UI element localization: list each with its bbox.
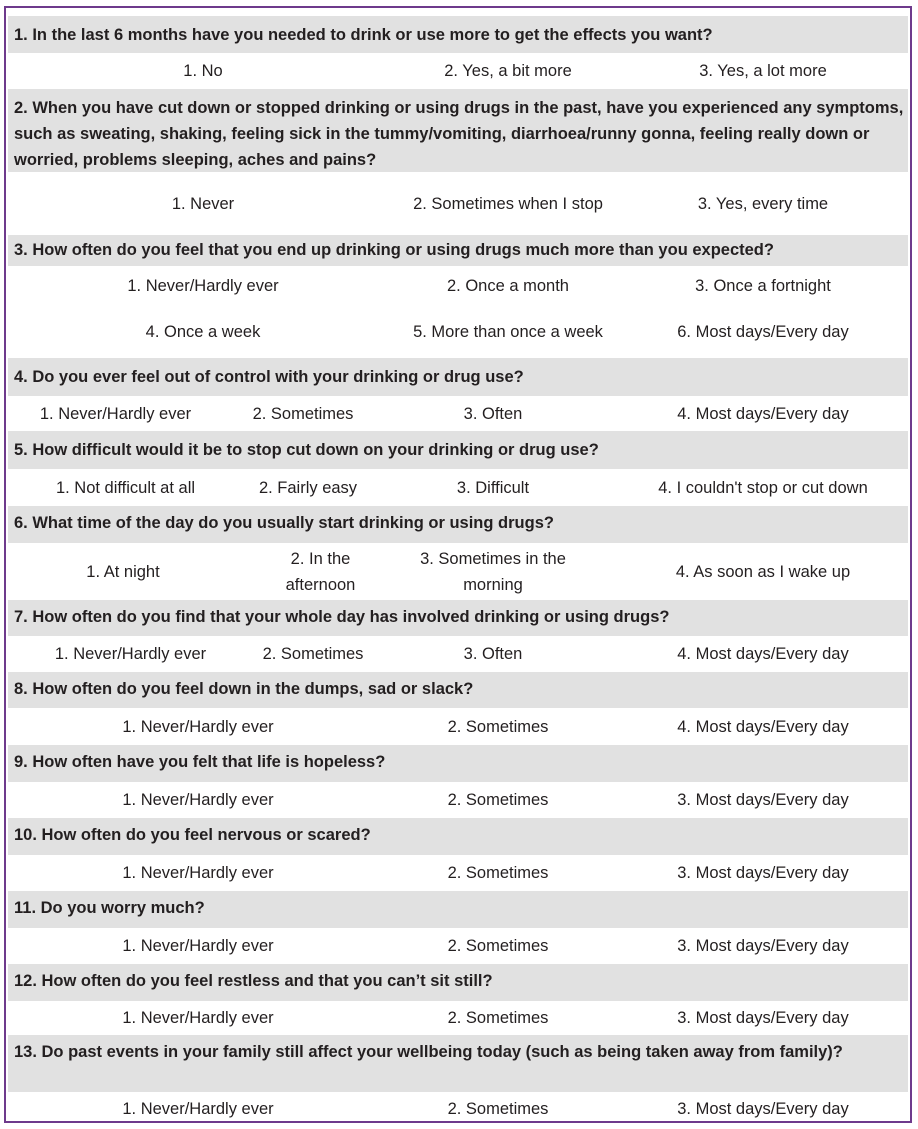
option[interactable]: 3. Most days/Every day — [677, 937, 849, 955]
questionnaire-table — [4, 6, 912, 1123]
options-row — [8, 855, 908, 891]
option[interactable]: 2. Sometimes — [447, 864, 549, 882]
question-8: 8. How often do you feel down in the dumps, sad or slack? — [8, 672, 908, 708]
options-row — [8, 306, 908, 358]
option[interactable]: 3. Often — [463, 404, 523, 423]
question-13: 13. Do past events in your family still affect your wellbeing today (such as being taken away from family)? — [8, 1035, 908, 1092]
option[interactable]: 2. Sometimes — [252, 404, 354, 423]
option[interactable]: 2. Fairly easy — [258, 478, 358, 497]
option[interactable]: 1. Never/Hardly ever — [122, 937, 274, 955]
option[interactable]: 1. Never/Hardly ever — [127, 277, 279, 295]
option[interactable]: 4. Most days/Every day — [677, 404, 849, 423]
options-row — [8, 172, 908, 235]
option[interactable]: 1. Never/Hardly ever — [54, 645, 207, 663]
option[interactable]: 1. Not difficult at all — [55, 478, 196, 497]
option[interactable]: 4. Most days/Every day — [677, 645, 849, 663]
options-row — [8, 1001, 908, 1035]
options-row — [8, 469, 908, 506]
option[interactable]: 3. Most days/Every day — [677, 864, 849, 882]
option[interactable]: 3. Yes, every time — [697, 194, 829, 213]
option[interactable]: 3. Most days/Every day — [677, 791, 849, 809]
options-row — [8, 708, 908, 745]
option[interactable]: 4. Most days/Every day — [677, 717, 849, 736]
question-11: 11. Do you worry much? — [8, 891, 908, 928]
option[interactable]: 2. Sometimes — [447, 937, 549, 955]
question-4: 4. Do you ever feel out of control with your drinking or drug use? — [8, 358, 908, 396]
option[interactable]: 1. Never/Hardly ever — [122, 1099, 274, 1118]
question-12: 12. How often do you feel restless and that you can’t sit still? — [8, 964, 908, 1001]
question-10: 10. How often do you feel nervous or scared? — [8, 818, 908, 855]
option[interactable]: 4. Once a week — [145, 323, 261, 341]
option[interactable]: 3. Once a fortnight — [695, 277, 831, 295]
options-row — [8, 928, 908, 964]
option[interactable]: 3. Often — [463, 645, 523, 663]
option[interactable]: 1. Never/Hardly ever — [122, 717, 274, 736]
options-row — [8, 782, 908, 818]
option[interactable]: 2. Once a month — [447, 277, 569, 295]
question-2: 2. When you have cut down or stopped drinking or using drugs in the past, have you experienced any symptoms, such as sweating, shaking, feeling sick in the tummy/vomiting, diarrhoea/runny gonna, feeling really down or worried, problems sleeping, aches and pains? — [8, 89, 908, 172]
options-row — [8, 266, 908, 306]
options-row — [8, 636, 908, 672]
option[interactable]: 1. Never/Hardly ever — [122, 791, 274, 809]
option[interactable]: 3. Most days/Every day — [677, 1099, 849, 1118]
options-row — [8, 53, 908, 89]
option[interactable]: 4. I couldn't stop or cut down — [658, 478, 868, 497]
option[interactable]: 2. Sometimes — [447, 1009, 549, 1027]
option[interactable]: 3. Sometimes in the morning — [420, 549, 566, 594]
option[interactable]: 3. Difficult — [456, 478, 530, 497]
question-7: 7. How often do you find that your whole day has involved drinking or using drugs? — [8, 600, 908, 636]
options-row — [8, 396, 908, 431]
option[interactable]: 2. In the afternoon — [285, 549, 356, 594]
question-5: 5. How difficult would it be to stop cut down on your drinking or drug use? — [8, 431, 908, 469]
options-row — [8, 543, 908, 600]
option[interactable]: 2. Yes, a bit more — [444, 62, 572, 80]
option[interactable]: 4. As soon as I wake up — [675, 562, 851, 581]
option[interactable]: 2. Sometimes — [262, 645, 364, 663]
options-row — [8, 1092, 908, 1125]
option[interactable]: 1. Never — [171, 194, 235, 213]
question-3: 3. How often do you feel that you end up drinking or using drugs much more than you expected? — [8, 235, 908, 266]
option[interactable]: 3. Most days/Every day — [677, 1009, 849, 1027]
question-1: 1. In the last 6 months have you needed to drink or use more to get the effects you want? — [8, 16, 908, 53]
question-9: 9. How often have you felt that life is hopeless? — [8, 745, 908, 782]
option[interactable]: 5. More than once a week — [413, 323, 603, 341]
option[interactable]: 1. At night — [86, 562, 160, 581]
option[interactable]: 1. Never/Hardly ever — [39, 404, 192, 423]
option[interactable]: 1. No — [183, 62, 223, 80]
option[interactable]: 6. Most days/Every day — [677, 323, 849, 341]
option[interactable]: 2. Sometimes when I stop — [413, 194, 603, 213]
option[interactable]: 1. Never/Hardly ever — [122, 1009, 274, 1027]
option[interactable]: 1. Never/Hardly ever — [122, 864, 274, 882]
option[interactable]: 2. Sometimes — [447, 791, 549, 809]
option[interactable]: 2. Sometimes — [447, 1099, 549, 1118]
option[interactable]: 3. Yes, a lot more — [699, 62, 827, 80]
option[interactable]: 2. Sometimes — [447, 717, 549, 736]
question-6: 6. What time of the day do you usually start drinking or using drugs? — [8, 506, 908, 543]
